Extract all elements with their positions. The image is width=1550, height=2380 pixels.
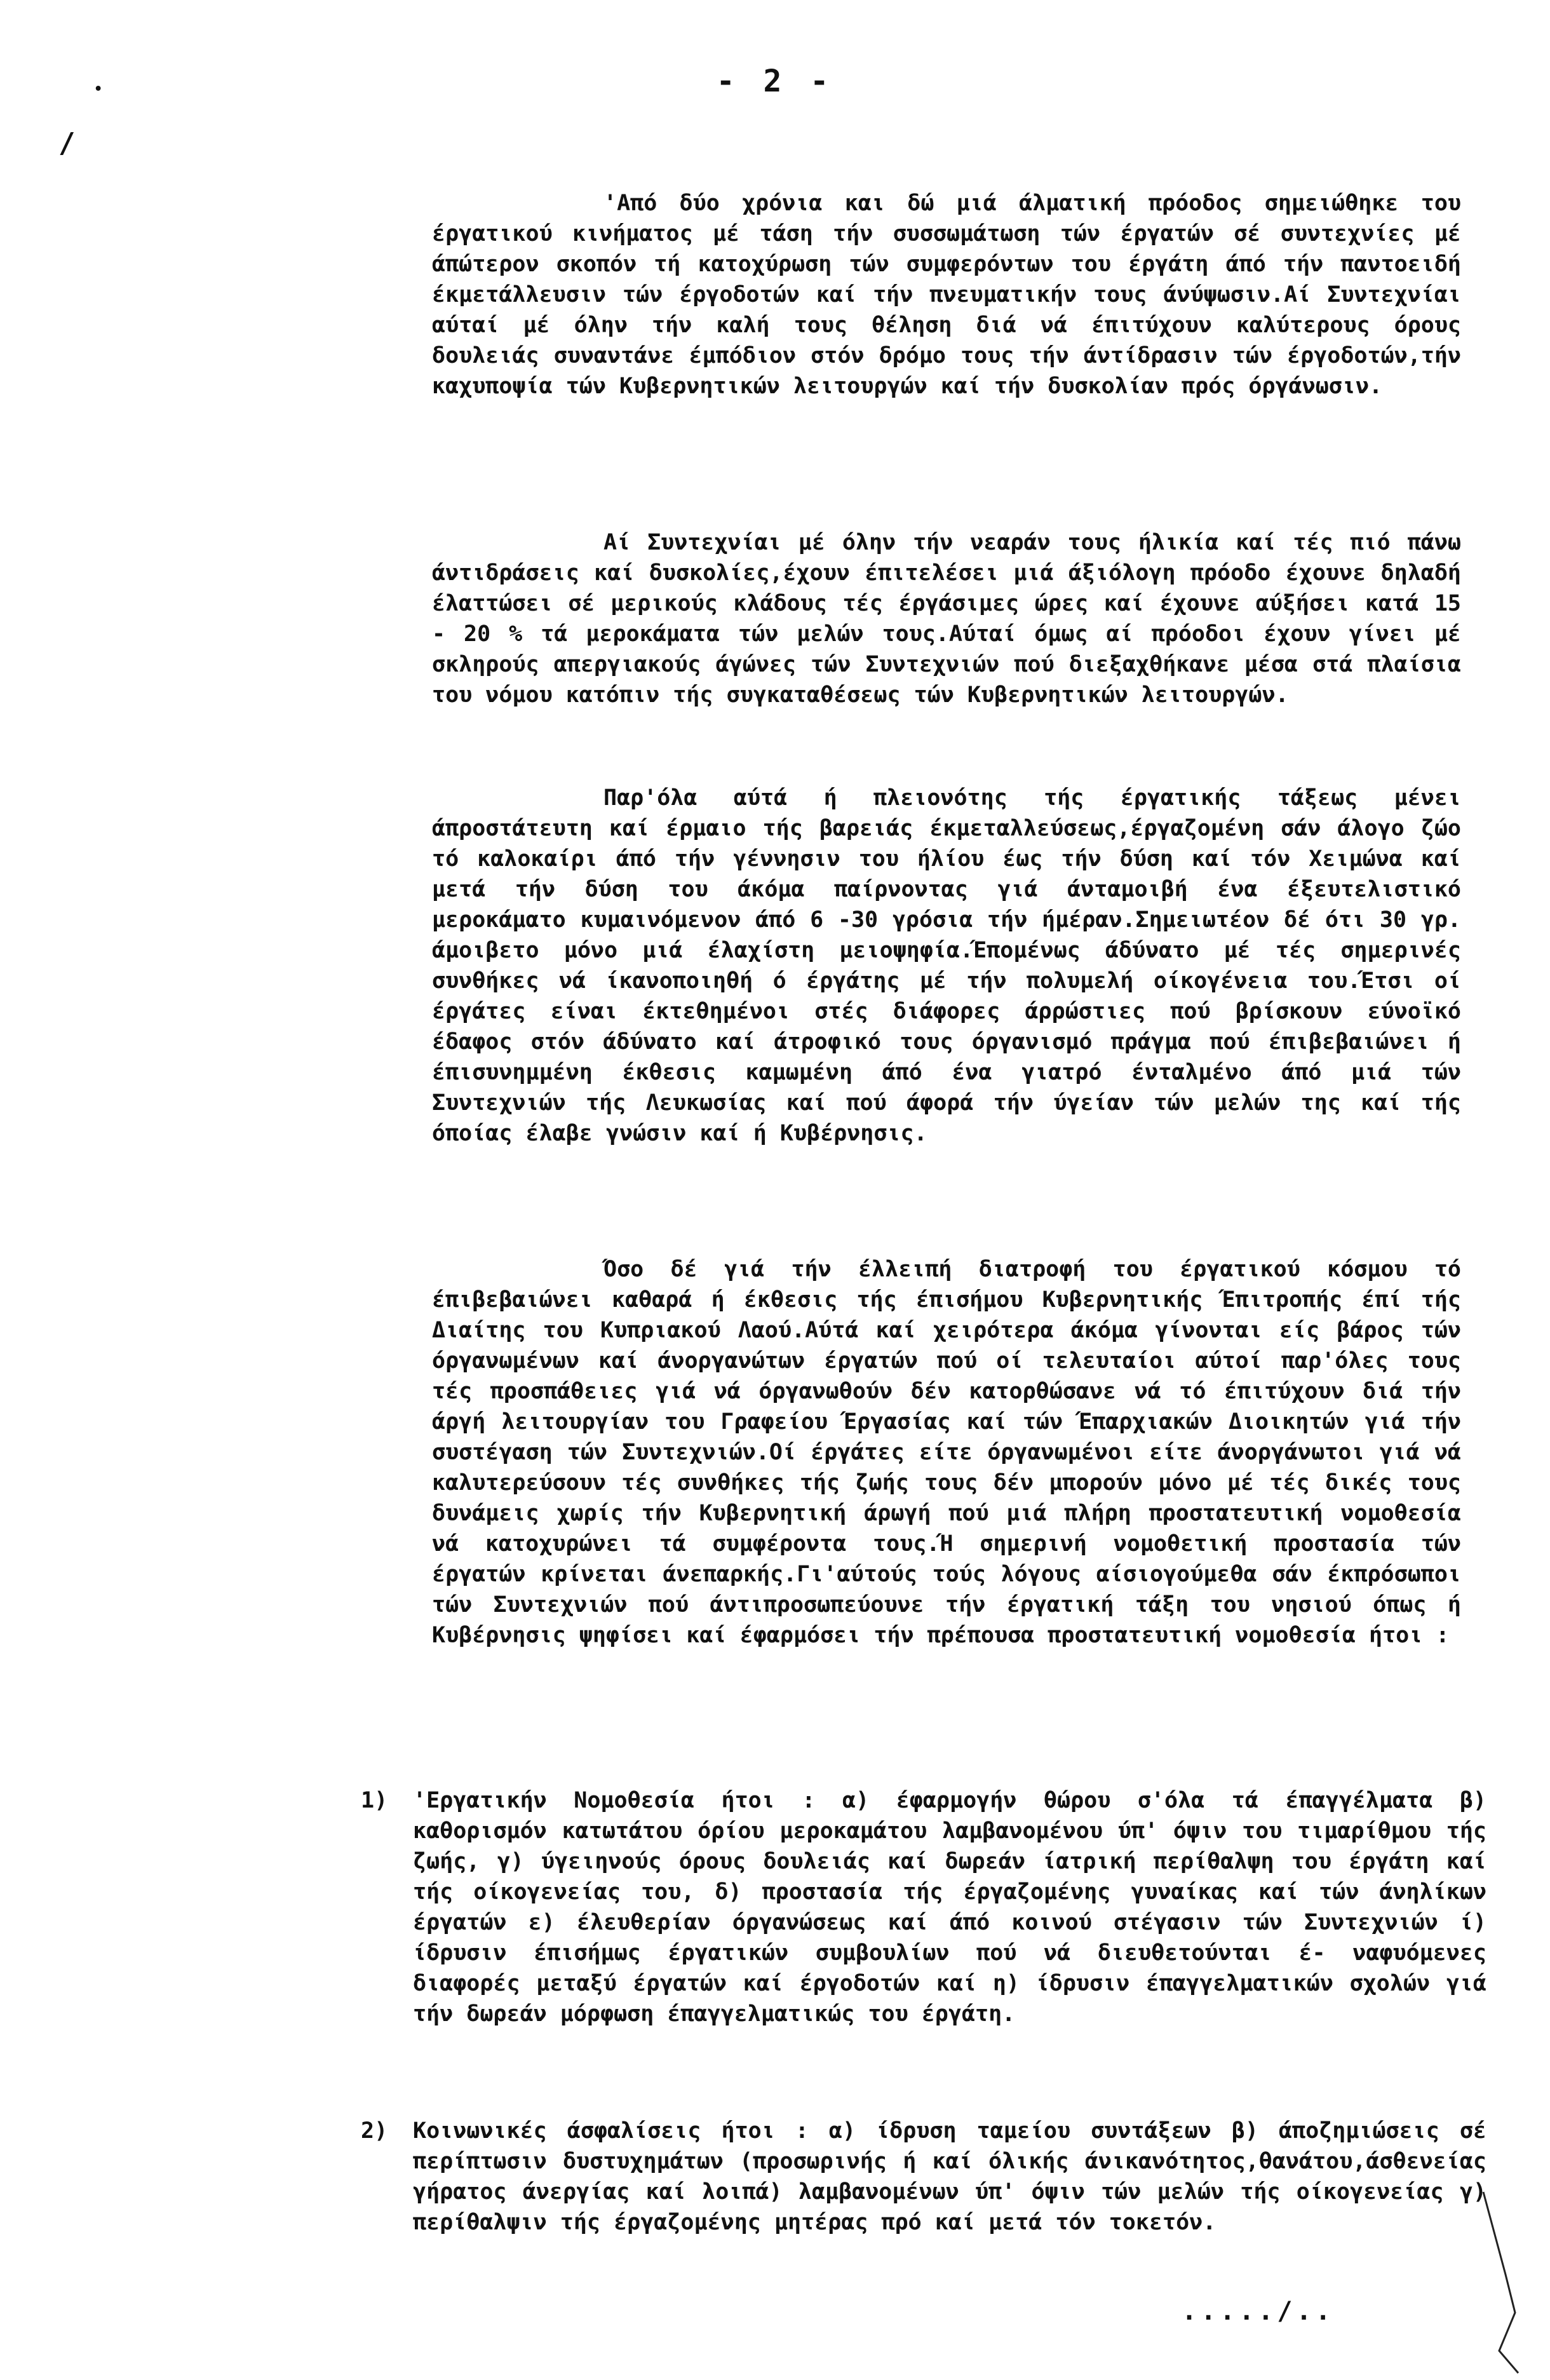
paragraph-4 <box>432 1254 1461 1651</box>
handwritten-stroke-icon <box>1480 2186 1525 2376</box>
paragraph-1-text: 'Από δύο χρόνια και δώ μιά άλματική πρόοδος σημειώθηκε του έργατικού κινήματος μέ τάση τήν συσσωμάτωση τών έργατών σέ συντεχνίες μέ άπώτερον σκοπόν τή κατοχύρωση τών συμφερόντων του έργάτη άπό τήν παντοειδή έκμετάλλευσιν τών έργοδοτών καί τήν πνευματικήν τους άνύψωσιν.Αί Συντεχνίαι αύταί μέ όλην τήν καλή τους θέληση διά νά έπιτύχουν καλύτερους όρους δουλειάς συναντάνε έμπόδιον στόν δρόμο τους τήν άντίδρασιν τών έργοδοτών,τήν καχυποψία τών Κυβερνητικών λειτουργών καί τήν δυσκολίαν πρός όργάνωσιν. <box>432 191 1461 399</box>
list-item-1-text: 'Εργατικήν Νομοθεσία ήτοι : α) έφαρμογήν θώρου σ'όλα τά έπαγγέλματα β) καθορισμόν κατωτάτου όρίου μεροκαμάτου λαμβανομένου ύπ' όψιν του τιμαρίθμου τής ζωής, γ) ύγειηνούς όρους δουλειάς καί δωρεάν ίατρική περίθαλψη του έργάτη καί τής οίκογενείας του, δ) προστασία τής έργαζομένης γυναίκας καί τών άνηλίκων έργατών ε) έλευθερίαν όργανώσεως καί άπό κοινού στέγασιν τών Συντεχνιών ί) ίδρυσιν έπισήμως έργατικών συμβουλίων πού νά διευθετούνται έ- ναφυόμενες διαφορές μεταξύ έργατών καί έργοδοτών καί η) ίδρυσιν έπαγγελματικών σχολών γιά τήν δωρεάν μόρφωση έπαγγελματικώς του έργάτη. <box>413 1788 1486 2027</box>
continuation-mark: ...../.. <box>1182 2297 1335 2326</box>
list-item-2-number: 2) <box>361 2118 388 2144</box>
margin-dot-mark: • <box>94 81 103 97</box>
list-item-1 <box>361 1785 1486 2029</box>
page-number: - 2 - <box>716 64 834 99</box>
paragraph-4-text: Όσο δέ γιά τήν έλλειπή διατροφή του έργατικού κόσμου τό έπιβεβαιώνει καθαρά ή έκθεσις τής έπισήμου Κυβερνητικής Έπιτροπής έπί τής Διαίτης του Κυπριακού Λαού.Αύτά καί χειρότερα άκόμα γίνονται είς βάρος τών όργανωμένων καί άνοργανώτων έργατών πού οί τελευταίοι αύτοί παρ'όλες τους τές προσπάθειες γιά νά όργανωθούν δέν κατορθώσανε νά τό έπιτύχουν διά τήν άργή λειτουργίαν του Γραφείου Έργασίας καί τών Έπαρχιακών Διοικητών γιά τήν συστέγαση τών Συντεχνιών.Οί έργάτες είτε όργανωμένοι είτε άνοργάνωτοι γιά νά καλυτερεύσουν τές συνθήκες τής ζωής τους δέν μπορούν μόνο μέ τές δικές τους δυνάμεις χωρίς τήν Κυβερνητική άρωγή πού μιά πλήρη προστατευτική νομοθεσία νά κατοχυρώνει τά συμφέροντα τους.Ή σημερινή νομοθετική προστασία τών έργατών κρίνεται άνεπαρκής.Γι'αύτούς τούς λόγους αίσιογούμεθα σάν έκπρόσωποι τών Συντεχνιών πού άντιπροσωπεύουνε τήν έργατική τάξη του νησιού όπως ή Κυβέρνησις ψηφίσει καί έφαρμόσει τήν πρέπουσα προστατευτική νομοθεσία ήτοι : <box>432 1257 1461 1648</box>
paragraph-3-text: Παρ'όλα αύτά ή πλειονότης τής έργατικής τάξεως μένει άπροστάτευτη καί έρμαιο τής βαρειάς έκμεταλλεύσεως,έργαζομένη σάν άλογο ζώο τό καλοκαίρι άπό τήν γέννησιν του ήλίου έως τήν δύση καί τόν Χειμώνα καί μετά τήν δύση του άκόμα παίρνοντας γιά άνταμοιβή ένα έξευτελιστικό μεροκάματο κυμαινόμενον άπό 6 -30 γρόσια τήν ήμέραν.Σημειωτέον δέ ότι 30 γρ. άμοιβετο μόνο μιά έλαχίστη μειοψηφία.Έπομένως άδύνατο μέ τές σημερινές συνθήκες νά ίκανοποιηθή ό έργάτης μέ τήν πολυμελή οίκογένεια του.Έτσι οί έργάτες είναι έκτεθημένοι στές διάφορες άρρώστιες πού βρίσκουν εύνοϊκό έδαφος στόν άδύνατο καί άτροφικό τους όργανισμό πράγμα πού έπιβεβαιώνει ή έπισυνημμένη έκθεσις καμωμένη άπό ένα γιατρό ένταλμένο άπό μιά τών Συντεχνιών τής Λευκωσίας καί πού άφορά τήν ύγείαν τών μελών της καί τής όποίας έλαβε γνώσιν καί ή Κυβέρνησις. <box>432 785 1461 1146</box>
list-item-2-text: Κοινωνικές άσφαλίσεις ήτοι : α) ίδρυση ταμείου συντάξεων β) άποζημιώσεις σέ περίπτωσιν δυστυχημάτων (προσωρινής ή καί όλικής άνικανότητος,θανάτου,άσθενείας γήρατος άνεργίας καί λοιπά) λαμβανομένων ύπ' όψιν τών μελών τής οίκογενείας γ) περίθαλψιν τής έργαζομένης μητέρας πρό καί μετά τόν τοκετόν. <box>413 2118 1486 2235</box>
list-item-2 <box>361 2116 1486 2238</box>
list-item-1-number: 1) <box>361 1788 388 1813</box>
paragraph-3 <box>432 783 1461 1149</box>
paragraph-2 <box>432 527 1461 710</box>
paragraph-2-text: Αί Συντεχνίαι μέ όλην τήν νεαράν τους ήλικία καί τές πιό πάνω άντιδράσεις καί δυσκολίες,έχουν έπιτελέσει μιά άξιόλογη πρόοδο έχουνε δηλαδή έλαττώσει σέ μερικούς κλάδους τές έργάσιμες ώρες καί έχουνε αύξήσει κατά 15 - 20 % τά μεροκάματα τών μελών τους.Αύταί όμως αί πρόοδοι έχουν γίνει μέ σκληρούς απεργιακούς άγώνες τών Συντεχνιών πού διεξαχθήκανε μέσα στά πλαίσια του νόμου κατόπιν τής συγκαταθέσεως τών Κυβερνητικών λειτουργών. <box>432 530 1461 708</box>
margin-slash-mark: / <box>58 127 76 159</box>
paragraph-1 <box>432 188 1461 402</box>
